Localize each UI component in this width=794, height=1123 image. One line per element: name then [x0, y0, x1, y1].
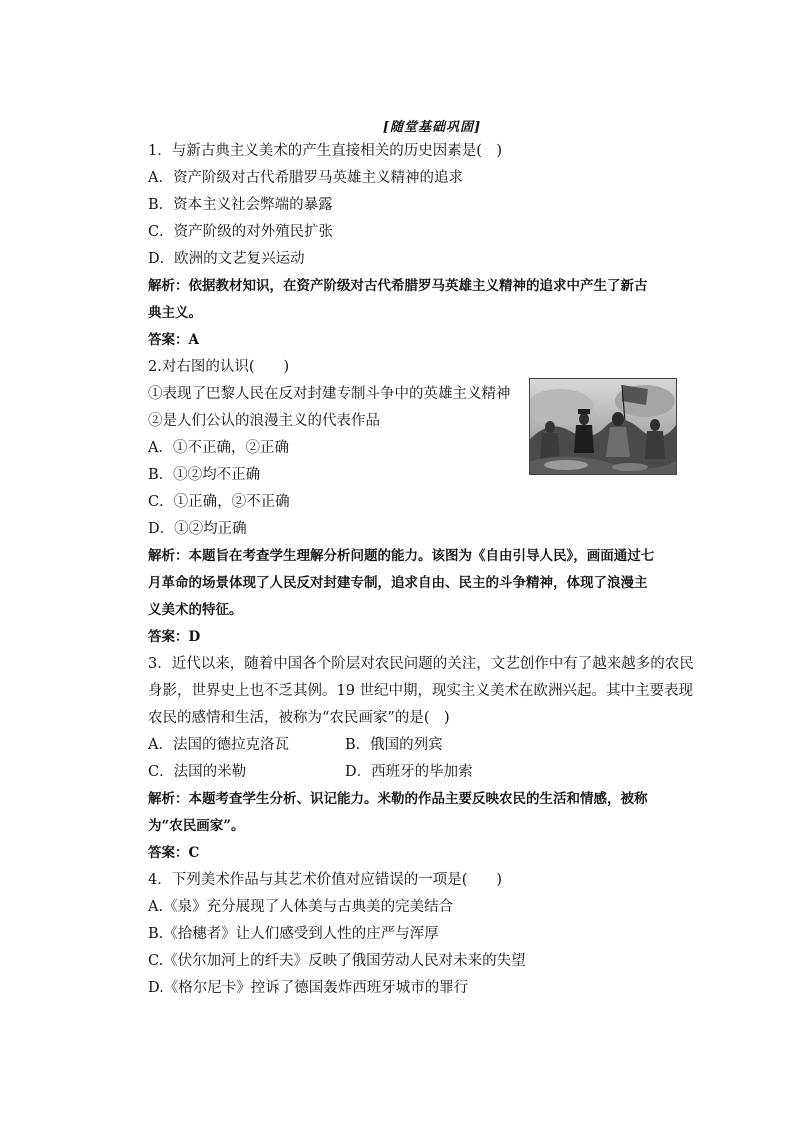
question-3-option-d: D．西班牙的毕加索 [345, 764, 473, 780]
question-1-option-d: D．欧洲的文艺复兴运动 [148, 251, 305, 267]
question-1-answer: 答案：A [148, 332, 199, 348]
painting-figure [529, 378, 677, 475]
question-4-option-a: A.《泉》充分展现了人体美与古典美的完美结合 [148, 899, 454, 915]
question-1-analysis-line-1: 解析：依据教材知识，在资产阶级对古代希腊罗马英雄主义精神的追求中产生了新古 [148, 278, 648, 294]
question-2-option-d: D．①②均正确 [148, 521, 247, 537]
question-1-analysis-line-2: 典主义。 [148, 305, 202, 321]
question-3-stem-line-2: 身影，世界史上也不乏其例。19 世纪中期，现实主义美术在欧洲兴起。其中主要表现 [148, 683, 694, 699]
question-3-options-row-1 [148, 732, 676, 759]
section-header: [随堂基础巩固] [382, 120, 482, 135]
question-3-answer: 答案：C [148, 845, 200, 861]
question-2-statement-2: ②是人们公认的浪漫主义的代表作品 [148, 413, 380, 429]
question-2-analysis-line-1: 解析：本题旨在考查学生理解分析问题的能力。该图为《自由引导人民》，画面通过七 [148, 548, 655, 564]
question-4-option-d: D.《格尔尼卡》控诉了德国轰炸西班牙城市的罪行 [148, 980, 469, 996]
question-3-analysis-line-2: 为“农民画家”。 [148, 818, 245, 834]
question-2-option-c: C．①正确，②不正确 [148, 494, 290, 510]
question-3-option-c: C．法国的米勒 [148, 764, 247, 780]
question-3-option-a: A．法国的德拉克洛瓦 [148, 737, 289, 753]
question-3-analysis-line-1: 解析：本题考查学生分析、识记能力。米勒的作品主要反映农民的生活和情感，被称 [148, 791, 648, 807]
question-2-answer: 答案：D [148, 629, 201, 645]
question-3-options-row-2 [148, 759, 676, 786]
question-4-option-c: C.《伏尔加河上的纤夫》反映了俄国劳动人民对未来的失望 [148, 953, 526, 969]
question-3-option-b: B．俄国的列宾 [345, 737, 443, 753]
question-3-stem-line-3: 农民的感情和生活，被称为“农民画家”的是( ) [148, 710, 450, 726]
question-1-option-b: B．资本主义社会弊端的暴露 [148, 197, 333, 213]
question-2-analysis-line-3: 义美术的特征。 [148, 602, 243, 618]
question-3-stem-line-1: 3．近代以来，随着中国各个阶层对农民问题的关注，文艺创作中有了越来越多的农民 [148, 656, 694, 672]
question-1 [148, 138, 676, 354]
question-2-stem: 2.对右图的认识( ) [148, 359, 290, 375]
question-1-option-c: C．资产阶级的对外殖民扩张 [148, 224, 334, 240]
painting-illustration [530, 379, 676, 474]
question-2-option-a: A．①不正确，②正确 [148, 440, 289, 456]
question-4-option-b: B.《拾穗者》让人们感受到人性的庄严与浑厚 [148, 926, 439, 942]
question-1-stem: 1．与新古典主义美术的产生直接相关的历史因素是( ) [148, 143, 503, 159]
question-2-statement-1: ①表现了巴黎人民在反对封建专制斗争中的英雄主义精神 [148, 386, 511, 402]
question-4-stem: 4．下列美术作品与其艺术价值对应错误的一项是( ) [148, 872, 503, 888]
document-page [148, 118, 694, 1002]
question-1-option-a: A．资产阶级对古代希腊罗马英雄主义精神的追求 [148, 170, 463, 186]
question-4 [148, 867, 676, 1002]
question-2-option-b: B．①②均不正确 [148, 467, 261, 483]
question-2-analysis-line-2: 月革命的场景体现了人民反对封建专制，追求自由、民主的斗争精神，体现了浪漫主 [148, 575, 648, 591]
question-3 [148, 651, 694, 867]
